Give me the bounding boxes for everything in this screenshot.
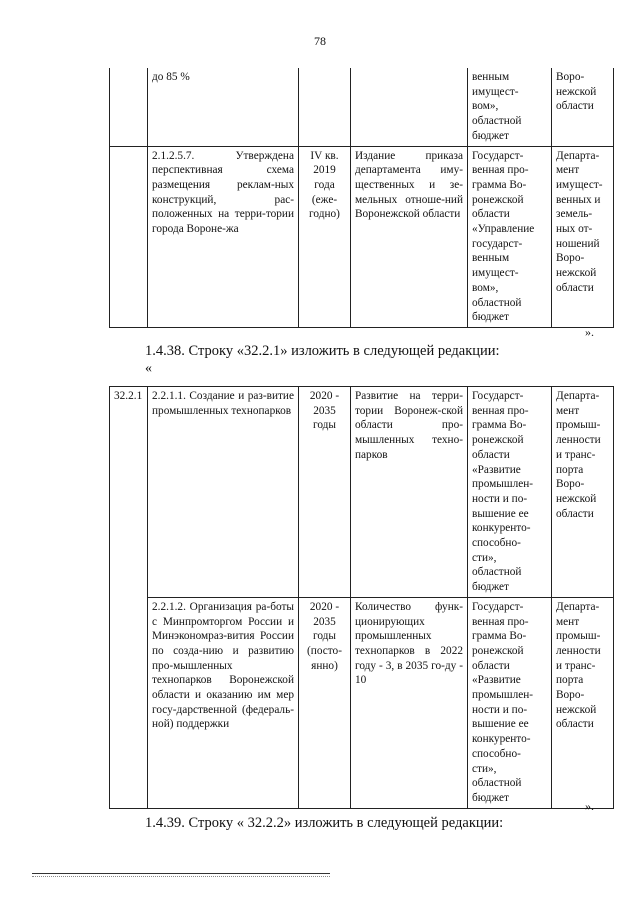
table-cell-source: Государст- венная про- грамма Во- ронежской области «Развитие промышлен- ности и по- вышение ее конкуренто- способно- сти», областной бюджет xyxy=(468,387,552,598)
table-cell-source: Государст- венная про- грамма Во- ронежской области «Управление государст- венным имущест- вом», областной бюджет xyxy=(468,146,552,327)
amendment-heading-1438: 1.4.38. Строку «32.2.1» изложить в следующей редакции: xyxy=(145,343,500,359)
table-cell-deadline: IV кв. 2019 года (еже- годно) xyxy=(299,146,351,327)
amendment-heading-1439: 1.4.39. Строку « 32.2.2» изложить в следующей редакции: xyxy=(145,815,504,831)
closing-quote: ». xyxy=(585,325,594,339)
table-cell-source: Государст- венная про- грамма Во- ронежской области «Развитие промышлен- ности и по- вышение ее конкуренто- способно- сти», областной бюджет xyxy=(468,597,552,808)
footer-dotted-line xyxy=(32,876,330,877)
closing-quote: ». xyxy=(585,799,594,813)
table-cell-deadline xyxy=(299,68,351,146)
table-cell-result: Количество функ-ционирующих промышленных технопарков в 2022 году - 3, в 2035 го-ду - 10 xyxy=(351,597,468,808)
table-cell-result: Развитие на терри-тории Воронеж-ской области про-мышленных техно-парков xyxy=(351,387,468,598)
table-cell-executor: Департа- мент имущест- венных и земель- ных от- ношений Воро- нежской области xyxy=(552,146,614,327)
table-row xyxy=(110,387,614,598)
table-cell-measure: 2.1.2.5.7. Утверждена перспективная схема размещения реклам-ных конструкций, рас-положенных на терри-тории города Вороне-жа xyxy=(148,146,299,327)
table-cell-deadline: 2020 - 2035 годы (посто- янно) xyxy=(299,597,351,808)
footer-divider xyxy=(32,873,330,874)
table-cell-id xyxy=(110,68,148,146)
table-row xyxy=(110,597,614,808)
table-cell-source: венным имущест- вом», областной бюджет xyxy=(468,68,552,146)
table-row xyxy=(110,146,614,327)
table-cell-id xyxy=(110,146,148,327)
table-row-32-2-1 xyxy=(109,386,614,809)
table-cell-id xyxy=(110,597,148,808)
table-cell-executor: Департа- мент промыш- ленности и транс- порта Воро- нежской области xyxy=(552,387,614,598)
table-cell-result xyxy=(351,68,468,146)
table-cell-executor: Департа- мент промыш- ленности и транс- порта Воро- нежской области xyxy=(552,597,614,808)
table-cell-measure: 2.2.1.1. Создание и раз-витие промышленных технопарков xyxy=(148,387,299,598)
table-cell-id: 32.2.1 xyxy=(110,387,148,598)
table-cell-measure: 2.2.1.2. Организация ра-боты с Минпромторгом России и Минэкономраз-вития России по созда-нию и развитию про-мышленных технопарков Воронежской области и оказанию им мер госу-дарственной (федераль-ной) поддержки xyxy=(148,597,299,808)
opening-quote: « xyxy=(145,361,152,376)
table-cell-executor: Воро- нежской области xyxy=(552,68,614,146)
table-row xyxy=(110,68,614,146)
table-cell-measure: до 85 % xyxy=(148,68,299,146)
page-number: 78 xyxy=(314,34,326,48)
table-cell-deadline: 2020 - 2035 годы xyxy=(299,387,351,598)
table-continuation xyxy=(109,68,614,328)
table-cell-result: Издание приказа департамента иму-щественных и зе-мельных отноше-ний Воронежской области xyxy=(351,146,468,327)
